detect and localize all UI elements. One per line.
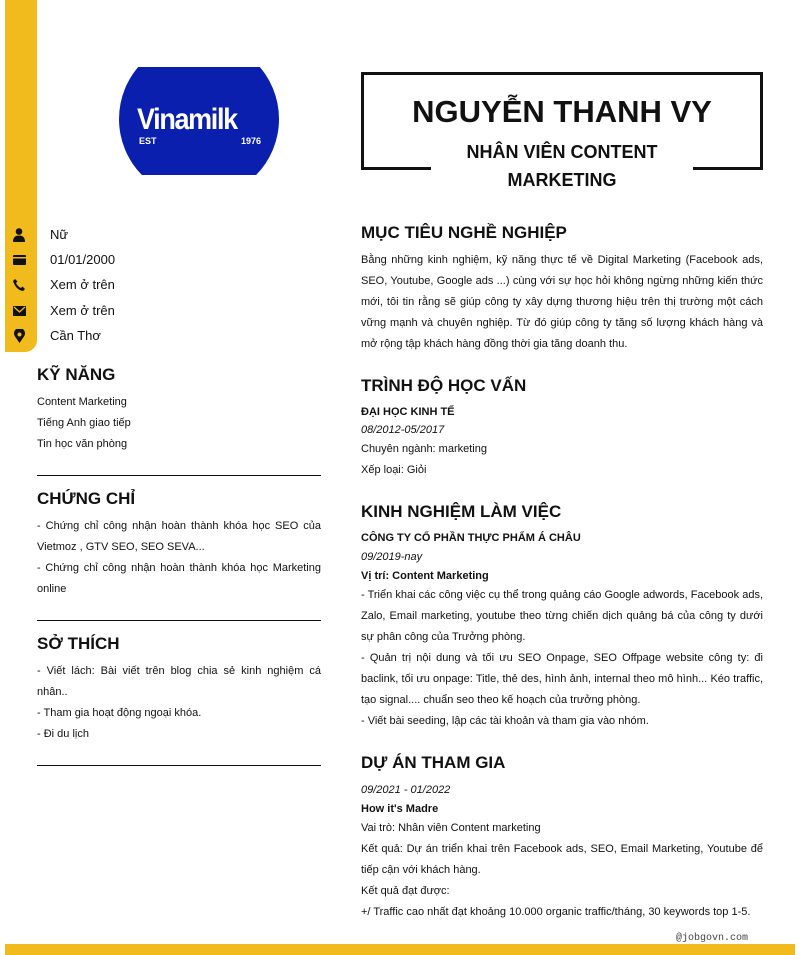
- certificate-item: - Chứng chỉ công nhận hoàn thành khóa học Marketing online: [37, 562, 321, 595]
- hobby-item: - Viết lách: Bài viết trên blog chia sẻ kinh nghiệm cá nhân..: [37, 665, 321, 698]
- section-title: KỸ NĂNG: [37, 365, 116, 384]
- section-title: TRÌNH ĐỘ HỌC VẤN: [361, 376, 527, 395]
- candidate-role: NHÂN VIÊN CONTENT MARKETING: [466, 142, 658, 190]
- education-major: Chuyên ngành: marketing: [361, 443, 487, 455]
- skill-item: Tin học văn phòng: [37, 438, 128, 450]
- left-column: [37, 362, 321, 776]
- education-section: [361, 373, 763, 489]
- experience-item: - Quản trị nội dung và tối ưu SEO Onpage, SEO Offpage website công ty: đi baclink, tối ưu onpage: Title, thẻ des, hình ảnh, internal theo mô hình... Kéo traffic, tạo signal.... chuẩn seo theo kế hoạch của trưởng phòng.: [361, 652, 763, 706]
- school-name: ĐẠI HỌC KINH TẾ: [361, 406, 455, 418]
- location-icon: [12, 329, 26, 343]
- experience-section: [361, 499, 763, 740]
- hobbies-section: [37, 631, 321, 753]
- project-period: 09/2021 - 01/2022: [361, 784, 451, 796]
- experience-position: Vị trí: Content Marketing: [361, 570, 489, 582]
- accent-footer-bar: [5, 944, 795, 955]
- education-period: 08/2012-05/2017: [361, 424, 445, 436]
- project-line: Kết quả đạt được:: [361, 885, 450, 897]
- contact-location: Cần Thơ: [0, 323, 200, 348]
- experience-item: - Triển khai các công việc cụ thể trong quảng cáo Google adwords, Facebook ads, Zalo, Email marketing, youtube theo từng chiến dịch quảng bá của công ty dưới sự phân công của Trưởng phòng.: [361, 589, 763, 643]
- projects-section: [361, 750, 763, 931]
- project-line: +/ Traffic cao nhất đạt khoảng 10.000 organic traffic/tháng, 30 keywords top 1-5.: [361, 906, 751, 918]
- divider: [37, 620, 321, 621]
- project-line: Kết quả: Dự án triển khai trên Facebook ads, SEO, Email Marketing, Youtube để tiếp cận với khách hàng.: [361, 843, 763, 876]
- objective-text: Bằng những kinh nghiệm, kỹ năng thực tế về Digital Marketing (Facebook ads, SEO, Youtube, Google ads ...) cùng với sự học hỏi không ngừng những kiến thức mới, tôi tin rằng sẽ giúp công ty xây dựng thương hiệu trên thị trường một cách vững mạnh và chuyên nghiệp. Từ đó giúp công ty tăng số lượng khách hàng và mở rộng tập khách hàng đồng thời gia tăng doanh thu.: [361, 254, 763, 350]
- right-column: [361, 220, 763, 941]
- objective-section: [361, 220, 763, 363]
- section-title: SỞ THÍCH: [37, 634, 120, 653]
- hobby-item: - Đi du lịch: [37, 728, 89, 740]
- skill-item: Tiếng Anh giao tiếp: [37, 417, 131, 429]
- experience-item: - Viết bài seeding, lập các tài khoản và tham gia vào nhóm.: [361, 715, 649, 727]
- contact-gender: Nữ: [0, 222, 200, 247]
- certificates-section: [37, 486, 321, 608]
- watermark: @jobgovn.com: [676, 933, 749, 944]
- contact-birthdate: 01/01/2000: [0, 247, 200, 272]
- company-name: CÔNG TY CỔ PHẦN THỰC PHẨM Á CHÂU: [361, 532, 581, 544]
- hobby-item: - Tham gia hoạt động ngoại khóa.: [37, 707, 202, 719]
- skill-item: Content Marketing: [37, 396, 127, 408]
- section-title: CHỨNG CHỈ: [37, 489, 136, 508]
- section-title: KINH NGHIỆM LÀM VIỆC: [361, 502, 562, 521]
- skills-section: [37, 362, 321, 463]
- mail-icon: [12, 304, 26, 318]
- phone-icon: [12, 278, 26, 292]
- card-icon: [12, 253, 26, 267]
- experience-period: 09/2019-nay: [361, 551, 423, 563]
- candidate-name: NGUYỄN THANH VY: [412, 94, 712, 129]
- company-logo: Vinamilk EST 1976: [119, 67, 279, 175]
- person-icon: [12, 228, 26, 242]
- project-name: How it's Madre: [361, 803, 439, 815]
- section-title: DỰ ÁN THAM GIA: [361, 753, 506, 772]
- project-line: Vai trò: Nhân viên Content marketing: [361, 822, 541, 834]
- contact-email: Xem ở trên: [0, 298, 200, 323]
- divider: [37, 475, 321, 476]
- education-grade: Xếp loại: Giỏi: [361, 464, 427, 476]
- certificate-item: - Chứng chỉ công nhận hoàn thành khóa học SEO của Vietmoz , GTV SEO, SEO SEVA...: [37, 520, 321, 553]
- contact-phone: Xem ở trên: [0, 272, 200, 297]
- divider: [37, 765, 321, 766]
- section-title: MỤC TIÊU NGHỀ NGHIỆP: [361, 223, 567, 242]
